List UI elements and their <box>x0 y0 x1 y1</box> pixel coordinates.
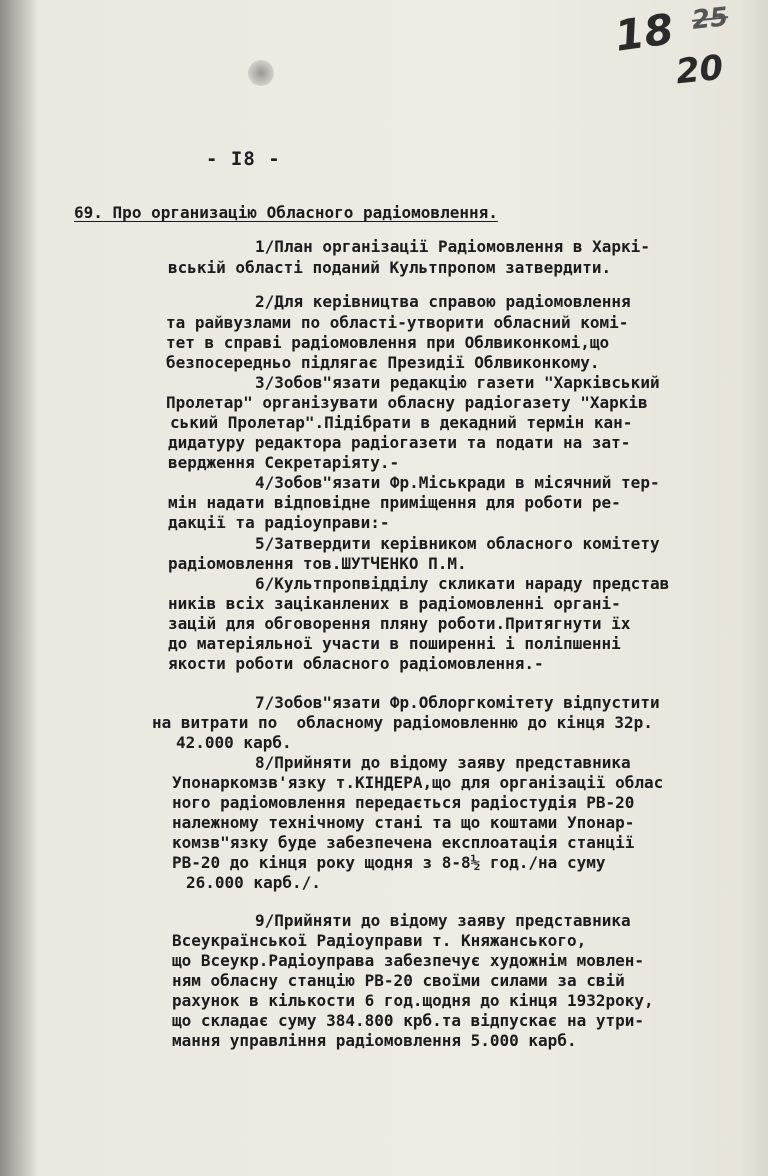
text-line: ників всіх заціканлених в радіомовленні органі- <box>168 594 621 613</box>
text-line: 9/Прийняти до відому заяву представника <box>255 911 631 930</box>
section-heading <box>74 204 498 222</box>
text-line: 8/Прийняти до відому заяву представника <box>255 753 631 772</box>
text-line: рахунок в кількости 6 год.щодня до кінця 1932року, <box>172 991 654 1010</box>
text-line: радіомовлення тов.ШУТЧЕНКО П.М. <box>168 554 467 573</box>
text-line: 1/План організації Радіомовлення в Харкі- <box>255 237 650 256</box>
text-line: 2/Для керівництва справою радіомовлення <box>255 292 631 311</box>
text-line: ням обласну станцію РВ-20 своїми силами за свій <box>172 971 625 990</box>
text-line: 42.000 карб. <box>176 733 292 752</box>
text-line: 6/Культпропвідділу скликати нараду представ <box>255 574 670 593</box>
text-line: Пролетар" організувати обласну радіогазету "Харків <box>166 393 648 412</box>
text-line: ного радіомовлення передається радіостудія РВ-20 <box>172 793 635 812</box>
text-line: що Всеукр.Радіоуправа забезпечує художнім мовлен- <box>172 951 645 970</box>
text-line: 26.000 карб./. <box>186 873 321 892</box>
text-line: тет в справі радіомовлення при Облвиконкомі,що <box>166 333 610 352</box>
text-line: якости роботи обласного радіомовлення.- <box>168 654 544 673</box>
text-line: ський Пролетар".Підібрати в декадний термін кан- <box>170 413 633 432</box>
text-line: комзв"язку буде забезпечена експлоатація станції <box>172 833 635 852</box>
archive-new-number: 20 <box>674 47 726 93</box>
section-number: 69. <box>74 203 103 222</box>
binding-shadow <box>0 0 38 1176</box>
text-line: 7/Зобов"язати Фр.Облоргкомітету відпустити <box>255 693 660 712</box>
text-line: мін надати відповідне приміщення для роботи ре- <box>168 493 621 512</box>
text-line: РВ-20 до кінця року щодня з 8-8½ год./на суму <box>172 853 606 872</box>
text-line: та райвузлами по області-утворити обласний комі- <box>166 313 629 332</box>
text-line: безпосередньо підлягає Президії Облвиконкому. <box>166 353 600 372</box>
text-line: мання управління радіомовлення 5.000 карб. <box>172 1031 577 1050</box>
text-line: що складає суму 384.800 крб.та відпускає на утри- <box>172 1011 645 1030</box>
archive-old-number: 25 <box>690 2 730 36</box>
text-line: Всеукраїнської Радіоуправи т. Княжанського, <box>172 931 587 950</box>
text-line: до матеріяльної участи в поширенні і поліпшенні <box>168 634 621 653</box>
text-line: 5/Затвердити керівником обласного комітету <box>255 534 660 553</box>
text-line: дакції та радіоуправи:- <box>168 513 390 532</box>
text-line: дидатуру редактора радіогазети та подати на зат- <box>168 433 631 452</box>
section-title: Про организацію Обласного радіомовлення. <box>112 203 498 222</box>
text-line: зацій для обговорення пляну роботи.Притягнути їх <box>168 614 631 633</box>
text-line: 3/Зобов"язати редакцію газети "Харківський <box>255 373 660 392</box>
text-line: належному технічному стані та що коштами Упонар- <box>172 813 635 832</box>
ink-smudge <box>248 60 274 86</box>
text-line: Упонаркомзв'язку т.КІНДЕРА,що для організації облас <box>172 773 664 792</box>
archive-sheet-number: 18 <box>611 4 677 61</box>
text-line: вердження Секретаріяту.- <box>168 453 400 472</box>
text-line: вській області поданий Культпропом затвердити. <box>168 258 612 277</box>
text-line: 4/Зобов"язати Фр.Міськради в місячний тер- <box>255 473 660 492</box>
page-number: - I8 - <box>206 148 281 170</box>
text-line: на витрати по обласному радіомовленню до кінця 32р. <box>152 713 653 732</box>
